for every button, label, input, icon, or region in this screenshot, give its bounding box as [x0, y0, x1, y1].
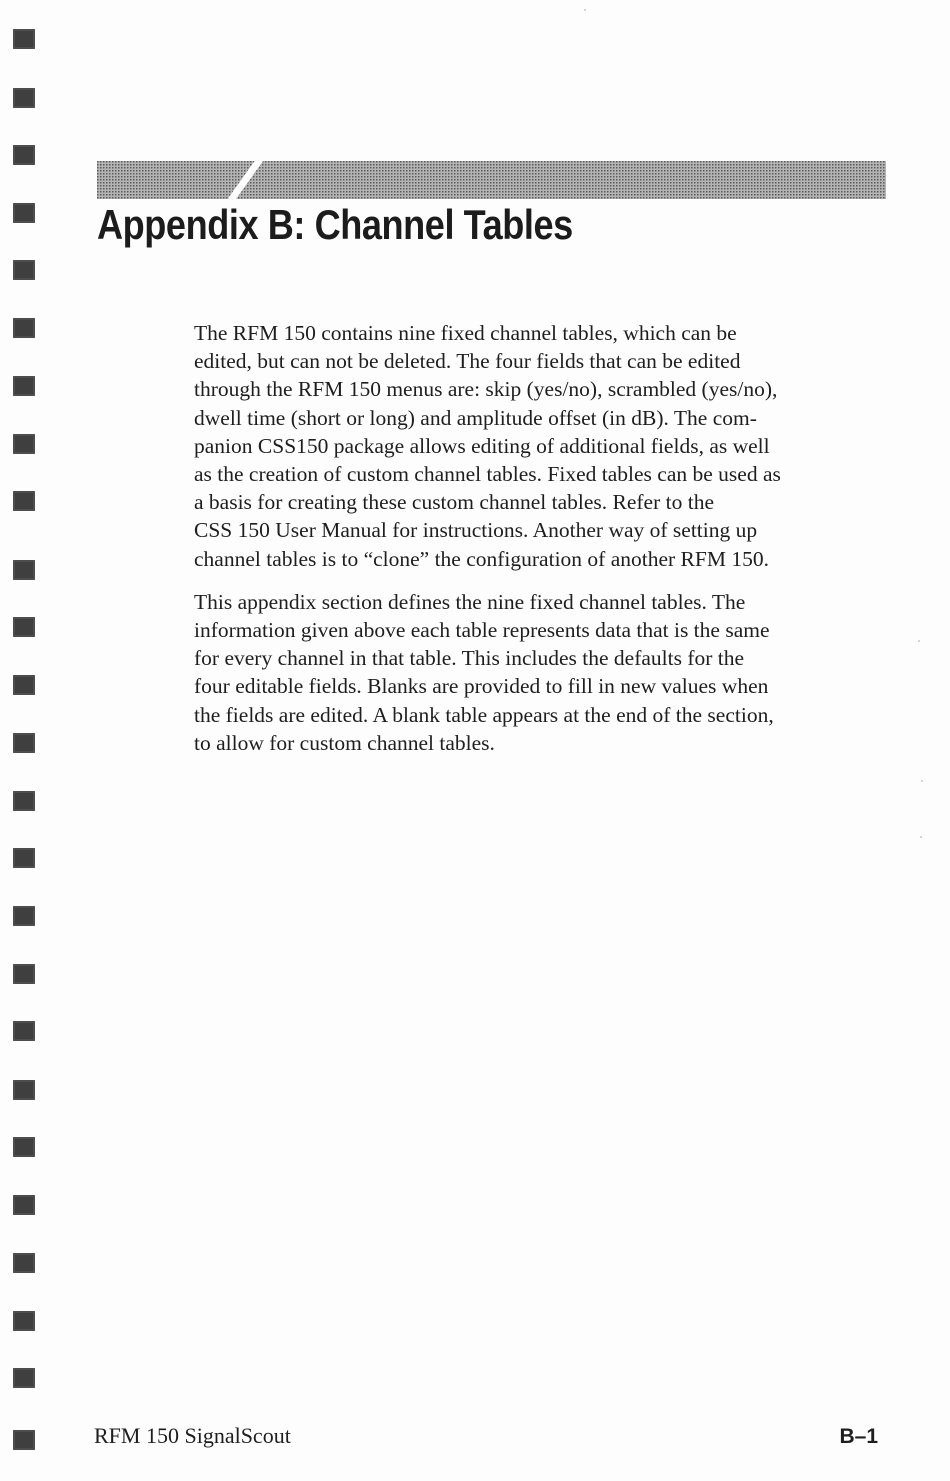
binder-mark — [13, 1430, 35, 1450]
paragraph-2 — [194, 588, 874, 757]
text-line: as the creation of custom channel tables. Fixed tables can be used as — [194, 462, 781, 487]
binder-mark — [13, 434, 35, 454]
binder-mark — [13, 1137, 35, 1157]
binder-mark — [13, 964, 35, 984]
body-text — [194, 319, 874, 772]
text-line: edited, but can not be deleted. The four fields that can be edited — [194, 349, 741, 374]
binder-mark — [13, 318, 35, 338]
binder-mark — [13, 1195, 35, 1215]
binder-mark — [13, 733, 35, 753]
text-line: dwell time (short or long) and amplitude offset (in dB). The com- — [194, 405, 757, 430]
text-line: panion CSS150 package allows editing of additional fields, as well — [194, 433, 770, 458]
footer-product-name: RFM 150 SignalScout — [94, 1423, 291, 1448]
text-line: channel tables is to “clone” the configuration of another RFM 150. — [194, 546, 769, 571]
binder-mark — [13, 906, 35, 926]
binder-mark — [13, 88, 35, 108]
text-line: four editable fields. Blanks are provided to fill in new values when — [194, 674, 769, 699]
text-line: CSS 150 User Manual for instructions. Another way of setting up — [194, 518, 758, 543]
binder-mark — [13, 29, 35, 49]
binder-holes — [13, 0, 37, 1481]
scan-speck — [921, 780, 923, 782]
binder-mark — [13, 675, 35, 695]
binder-mark — [13, 617, 35, 637]
binder-mark — [13, 1311, 35, 1331]
text-line: This appendix section defines the nine fixed channel tables. The — [194, 589, 746, 614]
footer-page-number: B–1 — [839, 1425, 878, 1448]
binder-mark — [13, 145, 35, 165]
binder-mark — [13, 203, 35, 223]
scan-speck — [584, 9, 586, 11]
binder-mark — [13, 376, 35, 396]
text-line: for every channel in that table. This includes the defaults for the — [194, 646, 745, 671]
binder-mark — [13, 560, 35, 580]
text-line: to allow for custom channel tables. — [194, 730, 495, 755]
binder-mark — [13, 260, 35, 280]
binder-mark — [13, 791, 35, 811]
binder-mark — [13, 1253, 35, 1273]
paragraph-1 — [194, 319, 874, 573]
binder-mark — [13, 848, 35, 868]
text-line: through the RFM 150 menus are: skip (yes/no), scrambled (yes/no), — [194, 377, 778, 402]
text-line: The RFM 150 contains nine fixed channel tables, which can be — [194, 321, 737, 345]
binder-mark — [13, 1368, 35, 1388]
text-line: information given above each table represents data that is the same — [194, 618, 770, 643]
binder-mark — [13, 1080, 35, 1100]
scan-speck — [918, 640, 920, 642]
page-title: Appendix B: Channel Tables — [97, 201, 573, 248]
binder-mark — [13, 1021, 35, 1041]
title-decoration-band — [97, 161, 886, 199]
binder-mark — [13, 491, 35, 511]
scan-speck — [920, 836, 922, 838]
text-line: the fields are edited. A blank table appears at the end of the section, — [194, 702, 774, 727]
text-line: a basis for creating these custom channel tables. Refer to the — [194, 490, 714, 515]
